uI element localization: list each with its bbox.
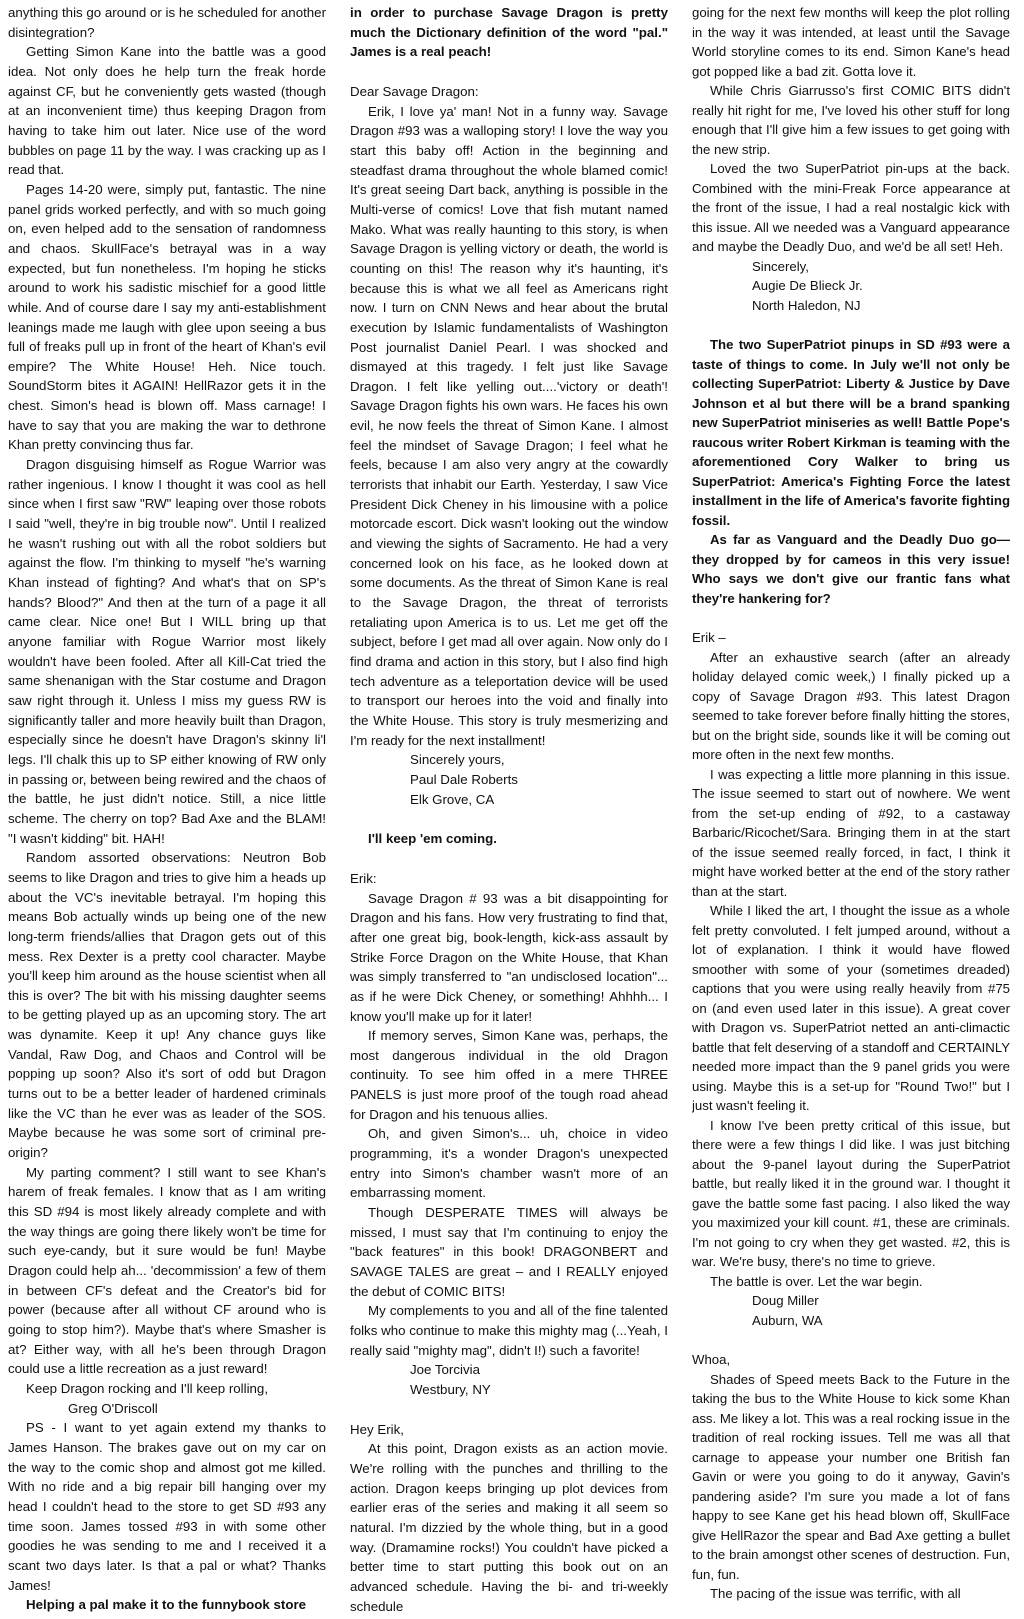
letter-paragraph: Oh, and given Simon's... uh, choice in video programming, it's a wonder Dragon's unexpected entry into Simon's chamber wasn't more of an embarrassing moment.	[350, 1126, 668, 1201]
letter-salutation: Dear Savage Dragon:	[350, 83, 479, 99]
editor-reply-paragraph: As far as Vanguard and the Deadly Duo go—they dropped by for cameos in this very issue! Who says we don't give our frantic fans what they're hankering for?	[692, 532, 1010, 606]
text-column-2	[350, 3, 668, 1615]
letter-paragraph: After an exhaustive search (after an already holiday delayed comic week,) I finally picked up a copy of Savage Dragon #93. This latest Dragon seemed to take forever before finally hitting the stores, but on the bright side, sounds like it will be coming out more often in the next few months.	[692, 649, 1010, 762]
editor-reply-paragraph: in order to purchase Savage Dragon is pretty much the Dictionary definition of the word "pal." James is a real peach!	[350, 5, 668, 60]
letter-paragraph: I was expecting a little more planning in this issue. The issue seemed to start out of nowhere. We went from the set-up ending of #92, to a castaway Barbaric/Ricochet/Sara. Bringing them in at the start of the issue seemed really forced, in fact, I think it might have worked better at the end of the story rather than at the start.	[692, 766, 1010, 899]
letter-paragraph: I know I've been pretty critical of this issue, but there were a few things I did like. I was just bitching about the 9-panel layout during the SuperPatriot battle, but really liked it in the ground war. I thought it gave the battle some fast pacing. I also liked the way you maximized your kill count. #1, these are criminals. I'm not going to cry when they get wasted. #2, this is war. We're busy, there's no time to grieve.	[692, 1117, 1010, 1269]
letter-paragraph: My complements to you and all of the fine talented folks who continue to make this mighty mag (...Yeah, I really said "mighty mag", didn't I!) such a favorite!	[350, 1303, 668, 1358]
letter-salutation: Whoa,	[692, 1352, 731, 1367]
letter-paragraph: going for the next few months will keep the plot rolling in the way it was intended, at least until the Savage World storyline comes to its end. Simon Kane's head got popped like a bad zit. Gotta love it.	[692, 5, 1010, 79]
letter-paragraph: Pages 14-20 were, simply put, fantastic. The nine panel grids worked perfectly, and with so much going on, even helped add to the sensation of randomness and chaos. SkullFace's betrayal was in a way expected, but fun nonetheless. I'm hoping he sticks around to work his sadistic mischief for a good little while. And of course dare I say my anti-establishment leanings made me laugh with glee upon seeing a bus full of freaks pull up in front of the heart of Khan's evil empire? The White House! Heh. Nice touch. SoundStorm bites it AGAIN! HellRazor gets it in the chest. Simon's head is blown off. Mass carnage! I have to say that you are making the war to dethrone Khan pretty convincing thus far.	[8, 181, 326, 453]
letter-paragraph: If memory serves, Simon Kane was, perhaps, the most dangerous individual in the old Dragon continuity. To see him offed in a mere THREE PANELS is just more proof of the tough road ahead for Dragon and his tenuous allies.	[350, 1028, 668, 1122]
text-column-3	[692, 3, 1010, 1615]
letter-paragraph: Dragon disguising himself as Rogue Warrior was rather ingenious. I know I thought it was cool as hell since when I first saw "RW" leaping over those robots I said "well, they're in big trouble now". Until I realized he wasn't rushing out with all the robot soldiers but against the flow. I'm thinking to myself "he's warning Khan instead of fighting? And what's that on SP's hands? Blood?" And then at the turn of a page it all came clear. Nice one! But I WILL bring up that anyone familiar with Rogue Warrior most likely wouldn't have been fooled. After all Kill-Cat tried the same shenanigan with the Star costume and Dragon saw right through it. Unless I miss my guess RW is significantly taller and more heavily built than Dragon, especially since he doesn't have Dragon's skinny li'l legs. I'll chalk this up to SP either knowing of RW only in passing or, between being rewired and the chaos of the battle, he just didn't notice. Still, a nice little scheme. The cherry on top? Bad Axe and the BLAM! "I wasn't kidding" bit. HAH!	[8, 457, 326, 846]
letter-paragraph: anything this go around or is he scheduled for another disintegration?	[8, 5, 326, 40]
letter-signature-line: Augie De Blieck Jr.	[752, 278, 863, 293]
letter-salutation: Erik –	[692, 630, 726, 645]
letter-signature-line: Paul Dale Roberts	[410, 771, 518, 787]
letter-signature-line: Westbury, NY	[410, 1381, 491, 1397]
text-column-1	[8, 3, 326, 1615]
letter-paragraph: The battle is over. Let the war begin.	[710, 1273, 923, 1289]
editor-reply-paragraph: I'll keep 'em coming.	[368, 831, 497, 847]
letter-paragraph: Shades of Speed meets Back to the Future in the taking the bus to the White House to kick some Khan ass. Me likey a lot. This was a real rocking issue in the tradition of real rocking issues. Tell me was all that carnage to appease your number one British fan Gavin or were you going to do it anyway, Gavin's pandering aside? I'm sure you made a lot of fans happy to see Kane get his head blown off, SkullFace give HellRazor the spear and Bad Axe getting a bullet to the brain amongst other scenes of destruction. Fun, fun, fun.	[692, 1371, 1010, 1582]
letter-paragraph: Savage Dragon # 93 was a bit disappointing for Dragon and his fans. How very frustrating to find that, after one great big, book-length, kick-ass assault by Strike Force Dragon on the White House, that Khan was simply transferred to "an undisclosed location"... as if he were Dick Cheney, or something! Ahhhh... I know you'll make up for it later!	[350, 890, 668, 1024]
letter-paragraph: At this point, Dragon exists as an action movie. We're rolling with the punches and thrilling to the action. Dragon keeps bringing up plot devices from earlier eras of the series and making it all seem so natural. I'm dizzied by the whole thing, but in a good way. (Dramamine rocks!) You couldn't have picked a better time to start putting this book out on an advanced schedule. Having the bi- and tri-weekly schedule	[350, 1441, 668, 1614]
letter-paragraph: While I liked the art, I thought the issue as a whole felt pretty convoluted. I felt jumped around, without a lot of explanation. I think it would have flowed smoother with some of your (sometimes dreaded) captions that you were using really heavily from #75 on (and even used later in this issue). A great cover with Dragon vs. SuperPatriot netted an anti-climactic battle that felt deserving of a standoff and CERTAINLY needed more impact than the 9 panel grids you were using. Maybe this is a set-up for "Round Two!" but I just wasn't feeling it.	[692, 903, 1010, 1113]
editor-reply-paragraph: Helping a pal make it to the funnybook store	[26, 1597, 307, 1613]
letter-paragraph: Loved the two SuperPatriot pin-ups at the back. Combined with the mini-Freak Force appearance at the front of the issue, I had a real nostalgic kick with this issue. All we needed was a Vanguard appearance and maybe the Deadly Duo, and we'd be all set! Heh.	[692, 161, 1010, 254]
letter-signature-line: Sincerely yours,	[410, 752, 505, 768]
letter-paragraph: Erik, I love ya' man! Not in a funny way. Savage Dragon #93 was a walloping story! I love the way you start this baby off! Action in the beginning and steadfast drama throughout the whole blamed comic! It's great seeing Dart back, anything is possible in the Multi-verse of comics! Love that fish mutant named Mako. What was really haunting to this story, is when Savage Dragon is yelling victory or death, the world is counting on this! The reason why it's haunting, it's because this is what we all feel as Americans right now. I turn on CNN News and hear about the brutal execution by Islamic fundamentalists of Washington Post journalist Daniel Pearl. I was shocked and dismayed at this tragedy. I felt just like Savage Dragon. I felt like yelling out....'victory or death'! Savage Dragon fights his own wars. He faces his own evil, he now feels the threat of Simon Kane. I almost feel the mindset of Savage Dragon; I feel what he feels, because I am also very angry at the cowardly terrorists that inhabit our Earth. Yesterday, I saw Vice President Dick Cheney in his limousine with a police motorcade escort. Dick wasn't looking out the window and viewing the sights of Sacramento. He had a very concerned look on his face, as he looked down at some documents. As the threat of Simon Kane is real to the Savage Dragon, the threat of terrorists retaliating upon America is to us. Let me get off the subject, before I get mad all over again. Now only do I find drama and action in this story, but I also find high tech adventure as a teleportation device will be used to transport our heroes into the void and finally into the White House. This story is truly mesmerizing and I'm ready for the next installment!	[350, 103, 668, 748]
letter-paragraph: Keep Dragon rocking and I'll keep rolling,	[26, 1380, 269, 1396]
letter-signature-line: Auburn, WA	[752, 1312, 823, 1328]
letter-signature-line: North Haledon, NJ	[752, 297, 861, 313]
letter-paragraph: While Chris Giarrusso's first COMIC BITS didn't really hit right for me, I've loved his other stuff for long enough that I'll give him a few issues to get going with the new strip.	[692, 83, 1010, 157]
letter-signature-line: Joe Torcivia	[410, 1362, 480, 1378]
letter-paragraph: My parting comment? I still want to see Khan's harem of freak females. I know that as I am writing this SD #94 is most likely already complete and with the way things are going there likely won't be time for such eye-candy, but it sure would be fun! Maybe Dragon could help ah... 'decommission' a few of them in between CF's defeat and the Creator's bid for power (because after all without CF around who is going to stop him?). Maybe that's where Smasher is at? Either way, with all he's been through Dragon could use a little recreation as a just reward!	[8, 1164, 326, 1377]
letter-signature-line: Elk Grove, CA	[410, 791, 495, 807]
letter-paragraph: Getting Simon Kane into the battle was a good idea. Not only does he help turn the freak horde against CF, but he conveniently gets wasted (though at an inconvenient time) thus keeping Dragon from having to take him out later. Nice use of the word bubbles on page 11 by the way. I was cracking up as I read that.	[8, 44, 326, 178]
letter-paragraph: Random assorted observations: Neutron Bob seems to like Dragon and tries to give him a heads up about the VC's inevitable betrayal. I'm hoping this means Bob actually winds up being one of the new long-term friends/allies that Dragon gets out of this mess. Rex Dexter is a pretty cool character. Maybe you'll keep him around as the house scientist when all this is over? The bit with his missing daughter seems to be getting played up as an upcoming story. The art was dynamite. Keep it up! Any chance guys like Vandal, Raw Dog, and Chaos and Control will be popping up soon? Also it's sort of odd but Dragon turns out to be a better leader of hardened criminals like the VC than he ever was as leader of the SOS. Maybe because he was some sort of criminal pre-origin?	[8, 850, 326, 1161]
letter-paragraph: The pacing of the issue was terrific, with all	[710, 1586, 961, 1601]
letter-signature-line: Doug Miller	[752, 1293, 819, 1308]
letter-signature-line: Greg O'Driscoll	[68, 1400, 158, 1416]
letter-salutation: Hey Erik,	[350, 1421, 404, 1437]
letter-signature-line: Sincerely,	[752, 258, 809, 274]
letter-paragraph: Though DESPERATE TIMES will always be missed, I must say that I'm continuing to enjoy the "back features" in this book! DRAGONBERT and SAVAGE TALES are great – and I REALLY enjoyed the debut of COMIC BITS!	[350, 1205, 668, 1299]
letter-paragraph: PS - I want to yet again extend my thanks to James Hanson. The brakes gave out on my car on the way to the comic shop and almost got me killed. With no ride and a big repair bill hanging over my head I couldn't head to the store to get SD #93 any time soon. James tossed #93 in with some other goodies he was sending to me and I received it a scant two days later. Is that a pal or what? Thanks James!	[8, 1420, 326, 1593]
editor-reply-paragraph: The two SuperPatriot pinups in SD #93 were a taste of things to come. In July we'll not only be collecting SuperPatriot: Liberty & Justice by Dave Johnson et al but there will be a brand spanking new SuperPatriot miniseries as well! Battle Pope's raucous writer Robert Kirkman is teaming with the aforementioned Cory Walker to bring us SuperPatriot: America's Fighting Force the latest installment in the life of America's favorite fighting fossil.	[692, 337, 1010, 528]
letter-salutation: Erik:	[350, 870, 377, 886]
